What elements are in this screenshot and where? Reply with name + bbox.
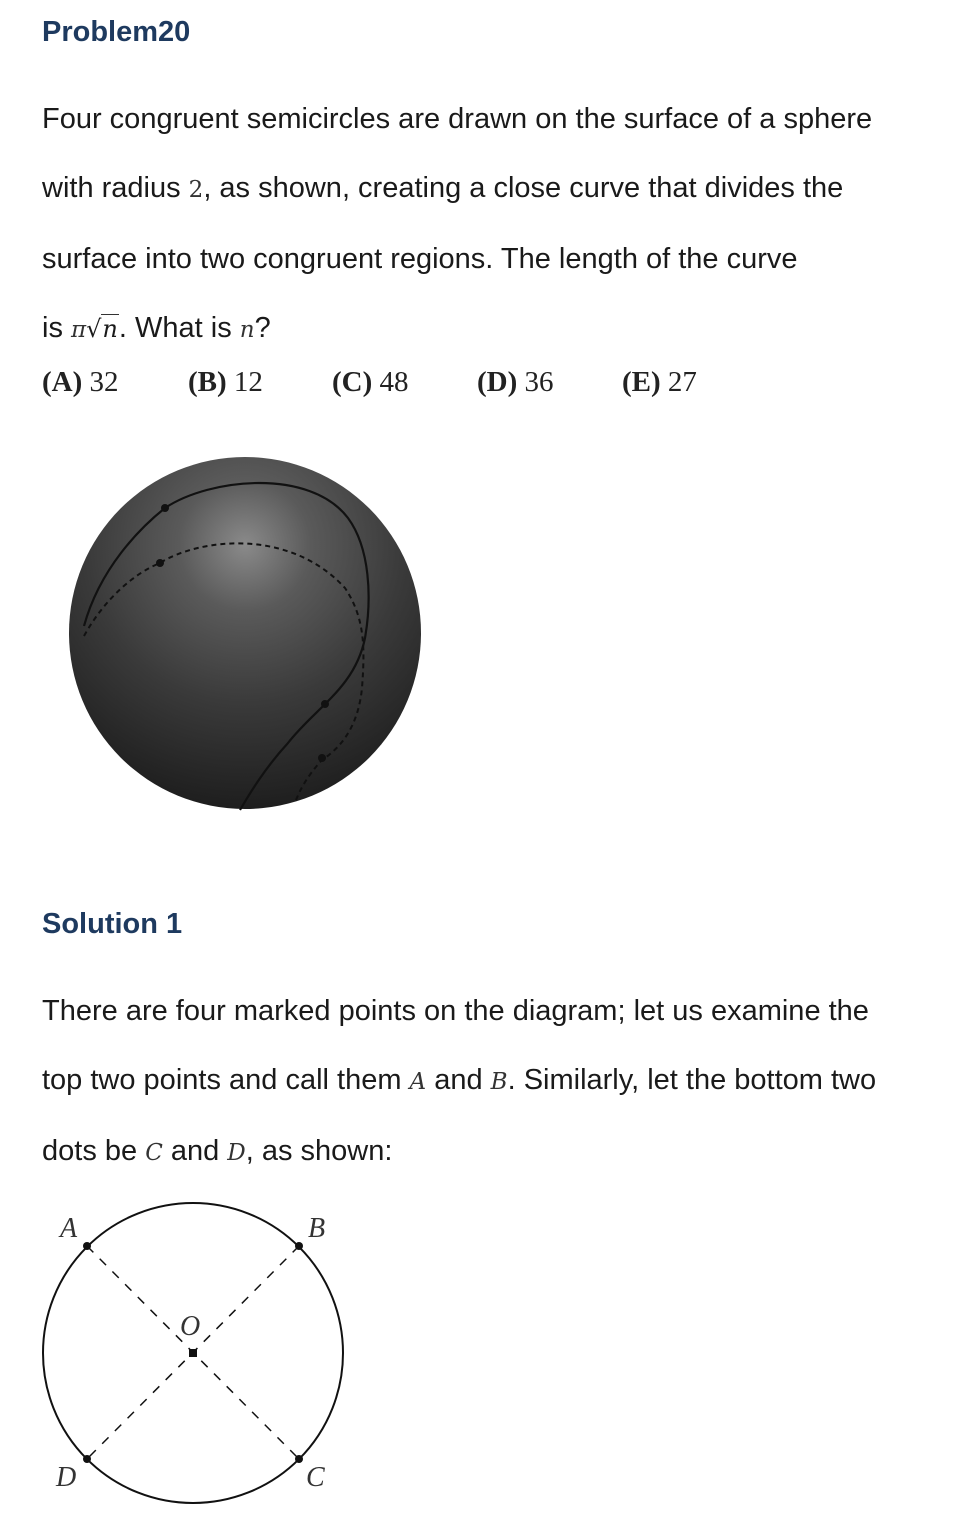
choice-e: (E) 27: [622, 366, 697, 398]
var-b: B: [490, 1069, 508, 1095]
point-a: [83, 1242, 91, 1250]
sqrt-expression: √n: [86, 315, 118, 343]
choice-b: (B) 12: [188, 366, 263, 398]
label-c: C: [306, 1462, 325, 1493]
sphere-point: [161, 504, 169, 512]
var-d: D: [227, 1140, 246, 1166]
var-c: C: [145, 1140, 163, 1166]
label-o: O: [180, 1311, 201, 1342]
circle-diagram: [30, 1200, 370, 1510]
sphere-body: [69, 457, 421, 809]
answer-choices: [42, 366, 697, 399]
point-b: [295, 1242, 303, 1250]
sphere-point: [318, 754, 326, 762]
sphere-point: [156, 559, 164, 567]
solution-text: There are four marked points on the diagram; let us examine the top two points and call them A and B. Similarly, let the bottom two dots be C and D, as shown:: [42, 995, 877, 1167]
problem-text: Four congruent semicircles are drawn on the surface of a sphere with radius 2, as shown, creating a close curve that divides the surface into two congruent regions. The length of the curve is π√n. What is n?: [42, 85, 962, 365]
pi-symbol: π: [71, 317, 87, 343]
choice-c: (C) 48: [332, 366, 409, 398]
problem-title: Problem20: [42, 16, 191, 48]
sphere-point: [321, 700, 329, 708]
choice-a: (A) 32: [42, 366, 119, 398]
choice-d: (D) 36: [477, 366, 554, 398]
point-d: [83, 1455, 91, 1463]
label-b: B: [308, 1213, 326, 1244]
solution-title: Solution 1: [42, 908, 183, 940]
center-point: [189, 1349, 197, 1357]
point-c: [295, 1455, 303, 1463]
sphere-figure: [60, 448, 430, 818]
label-d: D: [56, 1462, 77, 1493]
radius-value: 2: [188, 177, 204, 203]
n-variable: n: [239, 317, 255, 343]
var-a: A: [409, 1069, 427, 1095]
label-a: A: [60, 1213, 78, 1244]
